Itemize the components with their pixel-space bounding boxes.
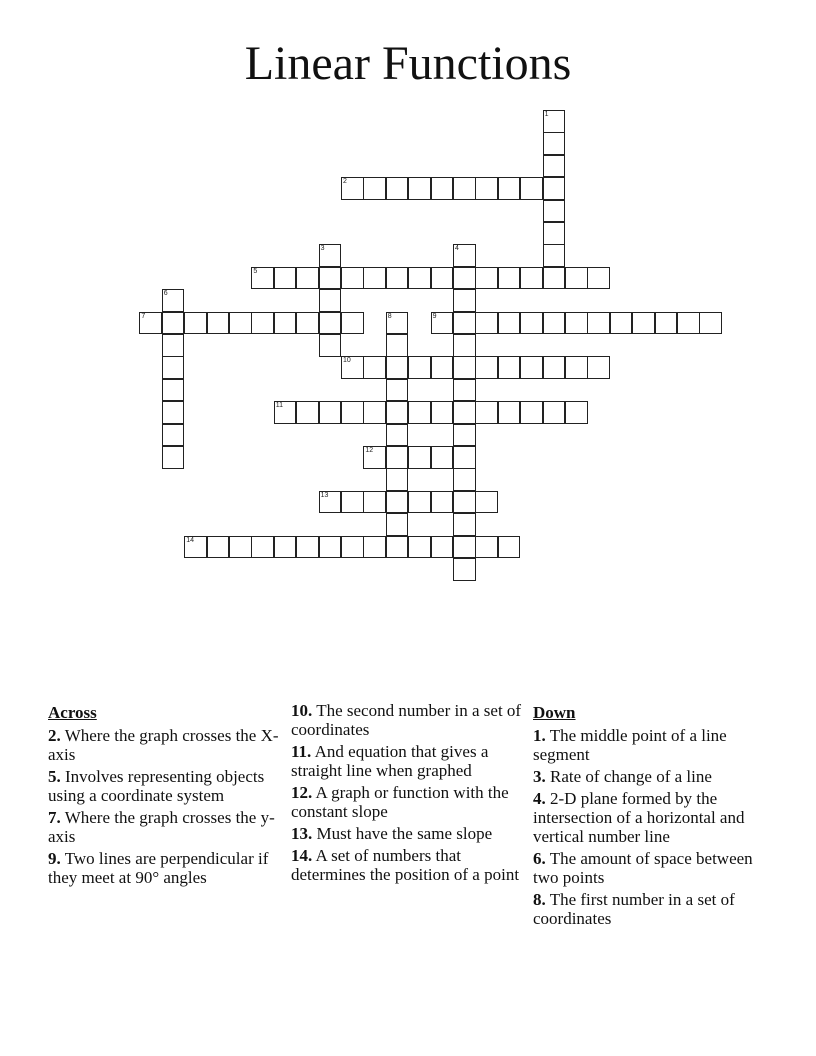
crossword-cell[interactable] (453, 536, 476, 559)
crossword-cell[interactable] (453, 401, 476, 424)
crossword-cell[interactable] (319, 289, 342, 312)
crossword-cell[interactable] (251, 536, 274, 559)
crossword-cell[interactable] (408, 267, 431, 290)
crossword-cell[interactable] (543, 401, 566, 424)
clue-item-text: The second number in a set of coordinates (291, 701, 522, 739)
crossword-cell[interactable] (386, 401, 409, 424)
crossword-cell[interactable] (162, 289, 185, 312)
crossword-cell[interactable] (520, 312, 543, 335)
crossword-cell[interactable] (543, 177, 566, 200)
crossword-cell[interactable] (251, 312, 274, 335)
crossword-cell[interactable] (386, 446, 409, 469)
crossword-cell[interactable] (274, 401, 297, 424)
crossword-cell[interactable] (207, 312, 230, 335)
clue-number: 5 (253, 267, 258, 275)
crossword-cell[interactable] (363, 536, 386, 559)
crossword-cell[interactable] (184, 312, 207, 335)
clue-item-text: The first number in a set of coordinates (533, 890, 735, 928)
crossword-cell[interactable] (498, 401, 521, 424)
crossword-cell[interactable] (162, 401, 185, 424)
crossword-cell[interactable] (319, 334, 342, 357)
crossword-cell[interactable] (543, 132, 566, 155)
clue-item-number: 4. (533, 789, 546, 808)
clue-number: 8 (387, 312, 392, 320)
crossword-cell[interactable] (363, 401, 386, 424)
crossword-cell[interactable] (229, 312, 252, 335)
clue-item (291, 824, 523, 843)
down-heading: Down (533, 703, 576, 722)
crossword-cell[interactable] (498, 267, 521, 290)
clue-number: 4 (455, 245, 459, 253)
crossword-cell[interactable] (162, 379, 185, 402)
crossword-cell[interactable] (408, 446, 431, 469)
crossword-cell[interactable] (408, 536, 431, 559)
crossword-cell[interactable] (296, 401, 319, 424)
crossword-cell[interactable] (341, 356, 364, 379)
crossword-cell[interactable] (453, 334, 476, 357)
crossword-cell[interactable] (251, 267, 274, 290)
clue-item (291, 846, 523, 884)
crossword-cell[interactable] (386, 356, 409, 379)
crossword-cell[interactable] (677, 312, 700, 335)
crossword-cell[interactable] (341, 401, 364, 424)
crossword-cell[interactable] (453, 356, 476, 379)
crossword-cell[interactable] (296, 267, 319, 290)
crossword-cell[interactable] (453, 491, 476, 514)
crossword-cell[interactable] (453, 379, 476, 402)
clue-item-text: Where the graph crosses the y-axis (48, 808, 275, 846)
crossword-cell[interactable] (319, 244, 342, 267)
clue-item (533, 789, 765, 846)
clue-number: 12 (365, 447, 374, 454)
clue-item-number: 3. (533, 767, 546, 786)
crossword-cell[interactable] (431, 312, 454, 335)
crossword-cell[interactable] (296, 536, 319, 559)
clue-item (533, 726, 765, 764)
crossword-cell[interactable] (408, 491, 431, 514)
crossword-cell[interactable] (363, 356, 386, 379)
clue-item-number: 2. (48, 726, 61, 745)
crossword-cell[interactable] (386, 513, 409, 536)
clue-item-text: Two lines are perpendicular if they meet at 90° angles (48, 849, 269, 887)
crossword-cell[interactable] (274, 312, 297, 335)
crossword-cell[interactable] (319, 401, 342, 424)
crossword-cell[interactable] (229, 536, 252, 559)
across-heading: Across (48, 703, 97, 722)
crossword-cell[interactable] (543, 155, 566, 178)
crossword-cell[interactable] (565, 267, 588, 290)
crossword-cell[interactable] (543, 244, 566, 267)
clue-item-text: Where the graph crosses the X-axis (48, 726, 279, 764)
crossword-cell[interactable] (498, 177, 521, 200)
crossword-cell[interactable] (386, 177, 409, 200)
crossword-cell[interactable] (408, 177, 431, 200)
clue-item-text: And equation that gives a straight line when graphed (291, 742, 489, 780)
crossword-cell[interactable] (543, 356, 566, 379)
crossword-cell[interactable] (453, 513, 476, 536)
crossword-cell[interactable] (431, 401, 454, 424)
clue-number: 14 (186, 536, 194, 544)
crossword-cell[interactable] (453, 289, 476, 312)
crossword-cell[interactable] (475, 491, 498, 514)
crossword-cell[interactable] (386, 491, 409, 514)
crossword-cell[interactable] (431, 446, 454, 469)
crossword-cell[interactable] (386, 312, 409, 335)
crossword-cell[interactable] (475, 312, 498, 335)
clue-number: 9 (432, 312, 437, 320)
clue-column-1 (48, 701, 280, 890)
clue-item-text: A set of numbers that determines the position of a point (291, 846, 520, 884)
crossword-cell[interactable] (565, 356, 588, 379)
crossword-cell[interactable] (475, 536, 498, 559)
clue-number: 7 (141, 312, 146, 320)
crossword-cell[interactable] (386, 379, 409, 402)
crossword-cell[interactable] (520, 177, 543, 200)
crossword-cell[interactable] (453, 424, 476, 447)
crossword-cell[interactable] (543, 200, 566, 223)
clue-item (291, 742, 523, 780)
crossword-cell[interactable] (341, 312, 364, 335)
crossword-cell[interactable] (319, 491, 342, 514)
crossword-cell[interactable] (565, 312, 588, 335)
clue-item (533, 849, 765, 887)
crossword-cell[interactable] (341, 536, 364, 559)
crossword-cell[interactable] (162, 424, 185, 447)
crossword-cell[interactable] (162, 446, 185, 469)
crossword-cell[interactable] (587, 356, 610, 379)
clue-item (533, 890, 765, 928)
clue-item (291, 701, 523, 739)
crossword-cell[interactable] (319, 536, 342, 559)
crossword-cell[interactable] (475, 267, 498, 290)
clue-item-number: 9. (48, 849, 61, 868)
clue-item-text: The amount of space between two points (533, 849, 753, 887)
crossword-cell[interactable] (475, 401, 498, 424)
crossword-cell[interactable] (431, 267, 454, 290)
clue-item (48, 849, 280, 887)
crossword-cell[interactable] (341, 177, 364, 200)
clue-number: 10 (343, 357, 351, 365)
clue-item-text: The middle point of a line segment (533, 726, 727, 764)
crossword-cell[interactable] (431, 491, 454, 514)
clue-item-number: 8. (533, 890, 546, 909)
crossword-cell[interactable] (453, 312, 476, 335)
crossword-cell[interactable] (431, 177, 454, 200)
crossword-cell[interactable] (587, 267, 610, 290)
clue-item-number: 12. (291, 783, 313, 802)
crossword-cell[interactable] (453, 468, 476, 491)
clue-item (48, 808, 280, 846)
crossword-cell[interactable] (543, 267, 566, 290)
crossword-cell[interactable] (431, 536, 454, 559)
crossword-cell[interactable] (386, 468, 409, 491)
crossword-cell[interactable] (274, 267, 297, 290)
crossword-cell[interactable] (498, 536, 521, 559)
clue-number: 13 (320, 491, 329, 499)
crossword-cell[interactable] (543, 222, 566, 245)
crossword-cell[interactable] (207, 536, 230, 559)
crossword-cell[interactable] (184, 536, 207, 559)
clue-column-2 (291, 701, 523, 887)
clue-item (48, 767, 280, 805)
clue-item-number: 5. (48, 767, 61, 786)
crossword-cell[interactable] (341, 491, 364, 514)
crossword-cell[interactable] (162, 312, 185, 335)
clue-item (291, 783, 523, 821)
clue-item-text: Involves representing objects using a coordinate system (48, 767, 265, 805)
clue-item-text: Rate of change of a line (545, 767, 712, 786)
clue-item-text: A graph or function with the constant slope (291, 783, 509, 821)
clue-number: 1 (544, 111, 549, 118)
crossword-cell[interactable] (565, 401, 588, 424)
crossword-cell[interactable] (520, 401, 543, 424)
crossword-cell[interactable] (408, 401, 431, 424)
crossword-cell[interactable] (632, 312, 655, 335)
clue-number: 3 (320, 245, 325, 253)
clue-item-text: Must have the same slope (312, 824, 493, 843)
clue-item-number: 13. (291, 824, 313, 843)
crossword-cell[interactable] (453, 244, 476, 267)
crossword-cell[interactable] (363, 177, 386, 200)
crossword-cell[interactable] (498, 356, 521, 379)
crossword-cell[interactable] (319, 267, 342, 290)
crossword-cell[interactable] (587, 312, 610, 335)
clue-item-number: 10. (291, 701, 313, 720)
crossword-cell[interactable] (341, 267, 364, 290)
clue-item-number: 7. (48, 808, 61, 827)
crossword-cell[interactable] (655, 312, 678, 335)
crossword-cell[interactable] (453, 267, 476, 290)
crossword-cell[interactable] (162, 334, 185, 357)
page-title: Linear Functions (244, 37, 572, 90)
crossword-cell[interactable] (296, 312, 319, 335)
clue-item-number: 14. (291, 846, 313, 865)
crossword-cell[interactable] (139, 312, 162, 335)
crossword-cell[interactable] (386, 334, 409, 357)
crossword-cell[interactable] (408, 356, 431, 379)
crossword-cell[interactable] (498, 312, 521, 335)
clue-item-number: 11. (291, 742, 312, 761)
crossword-cell[interactable] (363, 267, 386, 290)
crossword-cell[interactable] (363, 446, 386, 469)
crossword-cell[interactable] (543, 312, 566, 335)
crossword-cell[interactable] (386, 536, 409, 559)
crossword-cell[interactable] (453, 558, 476, 581)
crossword-cell[interactable] (453, 177, 476, 200)
clue-item-number: 1. (533, 726, 546, 745)
clue-number: 2 (343, 178, 347, 186)
clue-column-3 (533, 701, 765, 931)
crossword-cell[interactable] (386, 267, 409, 290)
crossword-cell[interactable] (319, 312, 342, 335)
crossword-cell[interactable] (475, 177, 498, 200)
crossword-cell[interactable] (386, 424, 409, 447)
crossword-cell[interactable] (363, 491, 386, 514)
clue-number: 11 (275, 402, 284, 410)
crossword-cell[interactable] (520, 356, 543, 379)
crossword-cell[interactable] (162, 356, 185, 379)
crossword-cell[interactable] (475, 356, 498, 379)
crossword-cell[interactable] (520, 267, 543, 290)
crossword-cell[interactable] (543, 110, 566, 133)
crossword-cell[interactable] (453, 446, 476, 469)
clue-item (48, 726, 280, 764)
crossword-cell[interactable] (431, 356, 454, 379)
crossword-cell[interactable] (274, 536, 297, 559)
clue-number: 6 (163, 290, 168, 298)
clue-item-number: 6. (533, 849, 546, 868)
clue-item (533, 767, 765, 786)
clue-item-text: 2-D plane formed by the intersection of a horizontal and vertical number line (533, 789, 745, 846)
crossword-cell[interactable] (699, 312, 722, 335)
crossword-cell[interactable] (610, 312, 633, 335)
